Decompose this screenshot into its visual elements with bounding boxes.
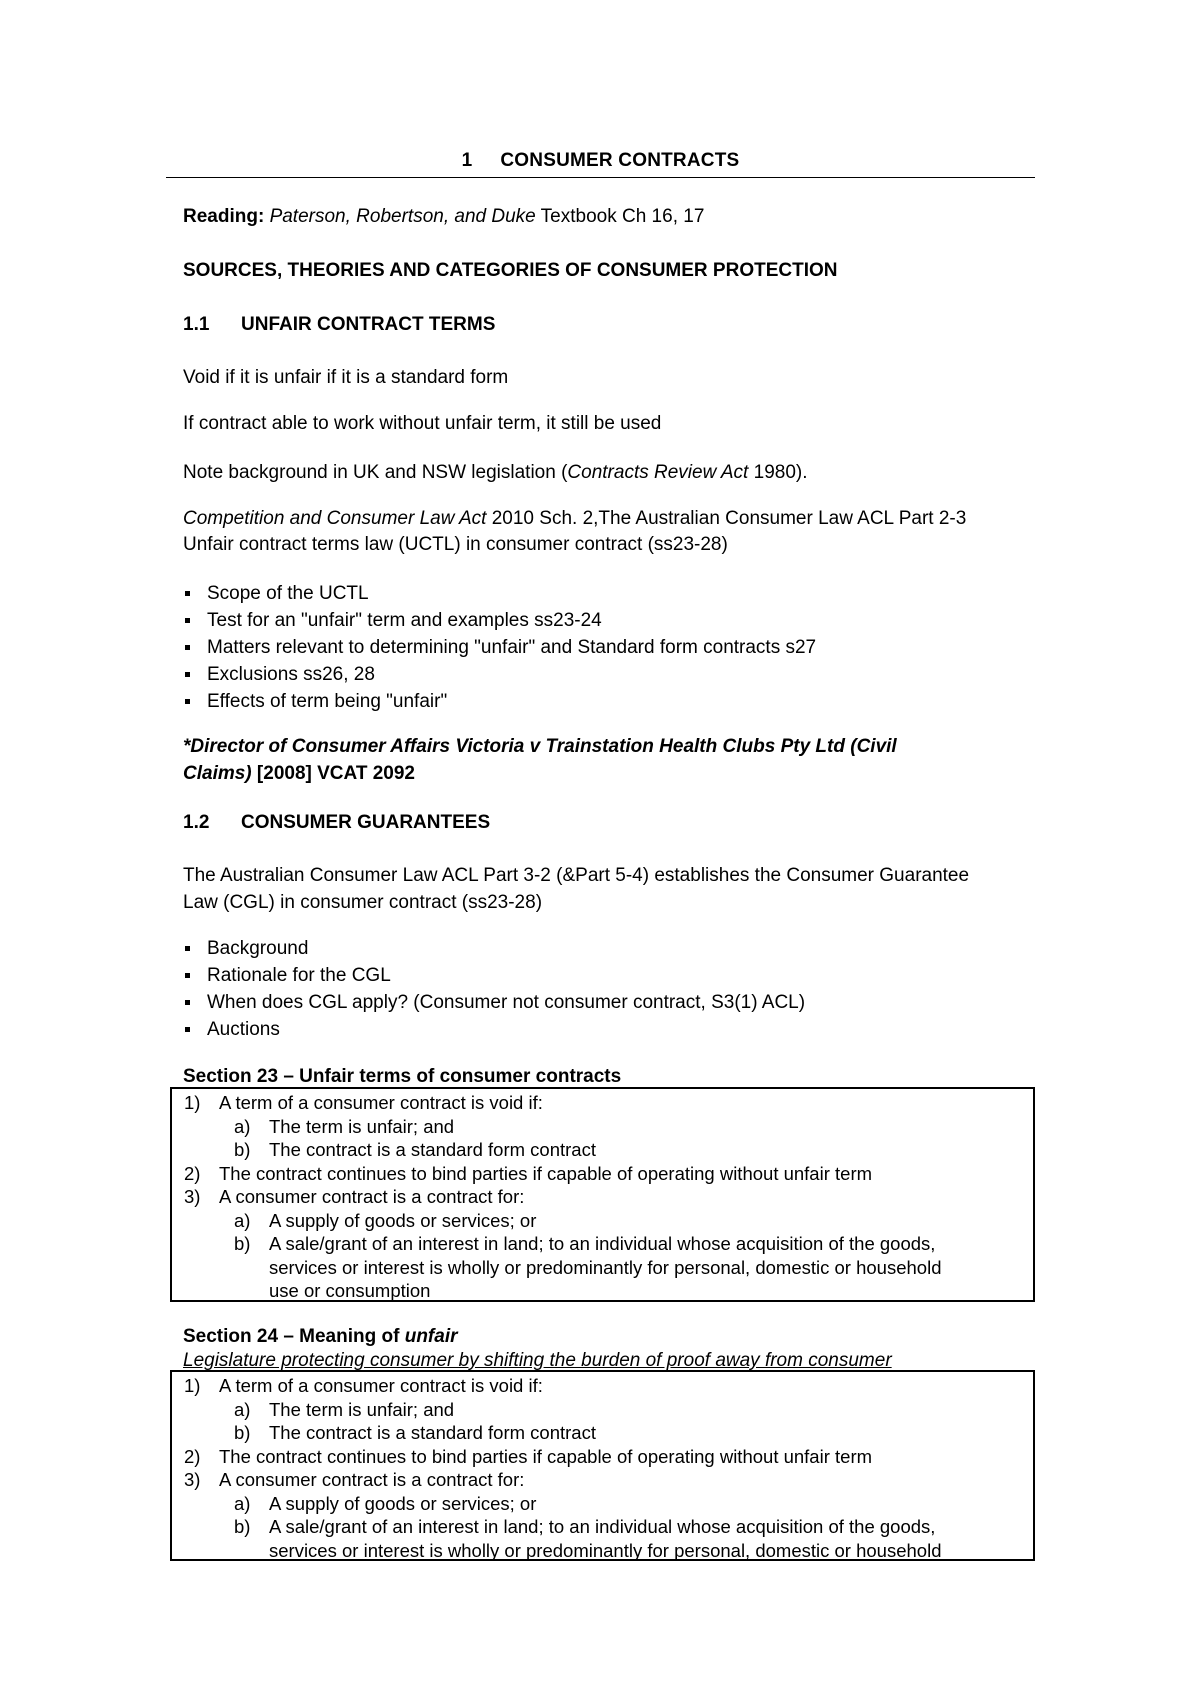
list-item: Rationale for the CGL — [183, 962, 805, 989]
s11-para-4-italic: Competition and Consumer Law Act — [183, 508, 487, 529]
case-citation-line-2 — [183, 761, 415, 787]
item-text: A term of a consumer contract is void if: — [219, 1375, 543, 1396]
item-label: 1) — [184, 1092, 201, 1113]
section-23-box — [170, 1087, 1035, 1302]
item-text: The contract continues to bind parties if capable of operating without unfair term — [219, 1162, 873, 1184]
s23-item-1b — [184, 1138, 1021, 1162]
section-1-2-number: 1.2 — [183, 812, 210, 833]
s23-item-1a — [184, 1115, 1021, 1139]
s24-item-3b — [184, 1515, 1021, 1539]
s24-item-1a — [184, 1398, 1021, 1422]
list-item: Effects of term being "unfair" — [183, 688, 816, 715]
s11-para-4-a: 2010 Sch. 2,The Australian Consumer Law ACL Part 2-3 — [486, 508, 967, 529]
reading-label: Reading: — [183, 206, 265, 227]
case-citation-italic: Claims) — [183, 763, 252, 784]
item-label: a) — [234, 1115, 251, 1137]
heading-rule — [166, 177, 1035, 178]
list-item: Matters relevant to determining "unfair" and Standard form contracts s27 — [183, 634, 816, 661]
reading-authors: Paterson, Robertson, and Duke — [269, 206, 536, 227]
s23-item-3b-continued-2: use or consumption — [269, 1280, 431, 1301]
chapter-heading — [166, 150, 1035, 172]
s11-para-4-line-2: Unfair contract terms law (UCTL) in consumer contract (ss23-28) — [183, 534, 728, 555]
chapter-title: CONSUMER CONTRACTS — [500, 150, 740, 171]
s24-item-3a — [184, 1492, 1021, 1516]
item-label: b) — [234, 1233, 251, 1254]
s24-item-2 — [184, 1445, 1021, 1469]
item-text: A sale/grant of an interest in land; to an individual whose acquisition of the goods, — [269, 1233, 936, 1254]
chapter-number: 1 — [461, 150, 473, 171]
s24-item-1 — [184, 1374, 1021, 1398]
reading-line — [183, 204, 704, 230]
list-item: Exclusions ss26, 28 — [183, 661, 816, 688]
s12-bullet-list — [183, 935, 805, 1043]
sources-heading: SOURCES, THEORIES AND CATEGORIES OF CONSUMER PROTECTION — [183, 260, 838, 281]
s11-para-2: If contract able to work without unfair term, it still be used — [183, 413, 662, 434]
item-label: a) — [234, 1209, 251, 1231]
s24-item-3 — [184, 1468, 1021, 1492]
s23-item-3 — [184, 1185, 1021, 1209]
section-23-title: Section 23 – Unfair terms of consumer contracts — [183, 1066, 622, 1087]
s11-para-3-a: Note background in UK and NSW legislation ( — [183, 462, 568, 483]
list-item: When does CGL apply? (Consumer not consumer contract, S3(1) ACL) — [183, 989, 805, 1016]
item-label: 2) — [184, 1162, 201, 1184]
item-text: The contract is a standard form contract — [269, 1422, 596, 1443]
section-24-title-text: Section 24 – Meaning of — [183, 1326, 405, 1347]
item-text: A sale/grant of an interest in land; to an individual whose acquisition of the goods, — [269, 1516, 936, 1537]
item-text: A supply of goods or services; or — [269, 1492, 537, 1514]
s23-item-2 — [184, 1162, 1021, 1186]
section-24-subtitle: Legislature protecting consumer by shifting the burden of proof away from consumer — [183, 1350, 892, 1371]
item-label: 3) — [184, 1469, 201, 1490]
s23-item-3b-continued-1: services or interest is wholly or predominantly for personal, domestic or household — [269, 1256, 942, 1278]
case-citation-rest: [2008] VCAT 2092 — [251, 763, 415, 784]
item-text: The term is unfair; and — [269, 1398, 455, 1420]
section-24-title — [183, 1325, 458, 1349]
section-1-1-title: UNFAIR CONTRACT TERMS — [241, 314, 496, 335]
s12-para-1-line-1: The Australian Consumer Law ACL Part 3-2 (&Part 5-4) establishes the Consumer Guarantee — [183, 865, 970, 886]
section-24-title-italic: unfair — [404, 1326, 458, 1347]
item-label: 2) — [184, 1445, 201, 1467]
item-label: 3) — [184, 1186, 201, 1207]
s23-item-3b — [184, 1232, 1021, 1256]
s24-item-3b-continued-1: services or interest is wholly or predominantly for personal, domestic or household — [269, 1539, 942, 1561]
reading-rest: Textbook Ch 16, 17 — [535, 206, 705, 227]
s11-para-3-italic: Contracts Review Act — [567, 462, 749, 483]
section-1-2-title: CONSUMER GUARANTEES — [241, 812, 491, 833]
case-citation-line-1: *Director of Consumer Affairs Victoria v Trainstation Health Clubs Pty Ltd (Civil — [183, 736, 897, 757]
s24-item-1b — [184, 1421, 1021, 1445]
s11-para-4-line-1 — [183, 506, 966, 532]
s12-para-1-line-2: Law (CGL) in consumer contract (ss23-28) — [183, 892, 543, 913]
section-1-1-number: 1.1 — [183, 314, 210, 335]
list-item: Background — [183, 935, 805, 962]
item-text: The contract is a standard form contract — [269, 1139, 596, 1160]
section-24-box — [170, 1370, 1035, 1561]
list-item: Auctions — [183, 1016, 805, 1043]
item-label: a) — [234, 1398, 251, 1420]
s23-item-1 — [184, 1091, 1021, 1115]
list-item: Test for an "unfair" term and examples ss23-24 — [183, 607, 816, 634]
item-text: A consumer contract is a contract for: — [219, 1186, 525, 1207]
section-1-2-heading — [183, 810, 490, 836]
item-label: 1) — [184, 1375, 201, 1396]
item-text: A consumer contract is a contract for: — [219, 1469, 525, 1490]
s11-para-3-b: 1980). — [748, 462, 808, 483]
s23-item-3a — [184, 1209, 1021, 1233]
item-text: The contract continues to bind parties if capable of operating without unfair term — [219, 1445, 873, 1467]
list-item: Scope of the UCTL — [183, 580, 816, 607]
section-1-1-heading — [183, 312, 495, 338]
s11-bullet-list — [183, 580, 816, 715]
item-text: A supply of goods or services; or — [269, 1209, 537, 1231]
item-label: a) — [234, 1492, 251, 1514]
item-label: b) — [234, 1422, 251, 1443]
s11-para-1: Void if it is unfair if it is a standard form — [183, 367, 509, 388]
item-text: A term of a consumer contract is void if: — [219, 1092, 543, 1113]
item-label: b) — [234, 1516, 251, 1537]
item-label: b) — [234, 1139, 251, 1160]
item-text: The term is unfair; and — [269, 1115, 455, 1137]
s11-para-3 — [183, 460, 808, 486]
